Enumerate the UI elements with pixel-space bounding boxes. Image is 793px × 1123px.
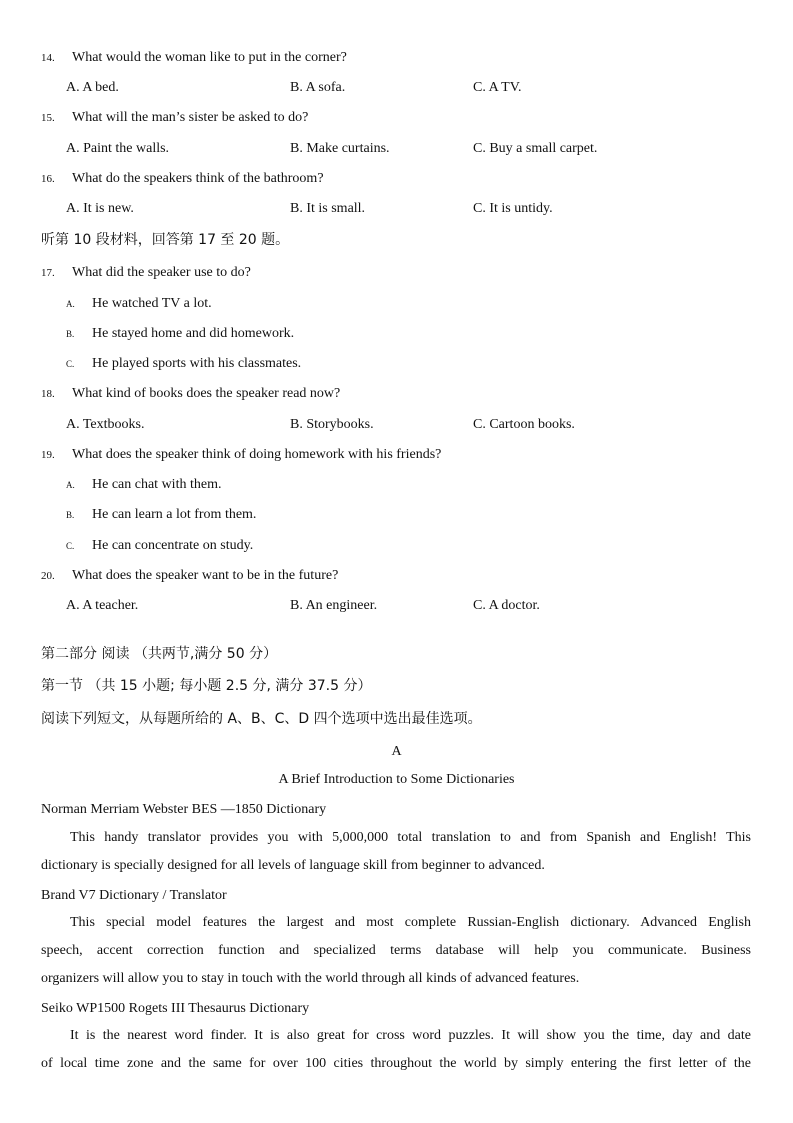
option-b: B. Make curtains. xyxy=(290,141,390,156)
question-text: What do the speakers think of the bathroom? xyxy=(72,171,324,186)
section-instruction-10: 听第 10 段材料，回答第 17 至 20 题。 xyxy=(41,232,290,248)
option-b: B. Storybooks. xyxy=(290,417,374,432)
question-number: 15. xyxy=(41,112,55,124)
question-number: 17. xyxy=(41,267,55,279)
option-a: A. Paint the walls. xyxy=(66,141,170,156)
entry-line: of local time zone and the same for over 100 cities throughout the world by simply entering the first letter of the xyxy=(41,1056,751,1071)
entry-heading: Seiko WP1500 Rogets III Thesaurus Dictionary xyxy=(41,1001,310,1016)
entry-line: speech, accent correction function and specialized terms database will help you communicate. Business xyxy=(41,943,751,958)
question-number: 14. xyxy=(41,52,55,64)
option-text: He watched TV a lot. xyxy=(92,296,212,311)
entry-heading: Norman Merriam Webster BES —1850 Dictionary xyxy=(41,802,327,817)
question-number: 16. xyxy=(41,173,55,185)
question-text: What did the speaker use to do? xyxy=(72,265,251,280)
option-letter: A. xyxy=(66,299,75,309)
option-text: He can chat with them. xyxy=(92,477,222,492)
option-b: B. It is small. xyxy=(290,201,366,216)
reading-instruction: 阅读下列短文，从每题所给的 A、B、C、D 四个选项中选出最佳选项。 xyxy=(41,711,482,727)
question-number: 19. xyxy=(41,449,55,461)
question-number: 20. xyxy=(41,570,55,582)
option-a: A. A teacher. xyxy=(66,598,139,613)
option-b: B. An engineer. xyxy=(290,598,378,613)
entry-line: This special model features the largest and most complete Russian-English dictionary. Advanced English xyxy=(70,915,751,930)
question-text: What kind of books does the speaker read now? xyxy=(72,386,341,401)
option-text: He stayed home and did homework. xyxy=(92,326,295,341)
option-letter: A. xyxy=(66,480,75,490)
passage-letter: A xyxy=(391,744,402,759)
option-a: A. A bed. xyxy=(66,80,119,95)
passage-title: A Brief Introduction to Some Dictionaries xyxy=(278,772,515,787)
option-b: B. A sofa. xyxy=(290,80,346,95)
option-c: C. It is untidy. xyxy=(473,201,553,216)
option-a: A. It is new. xyxy=(66,201,134,216)
option-a: A. Textbooks. xyxy=(66,417,145,432)
option-text: He played sports with his classmates. xyxy=(92,356,302,371)
question-text: What will the man’s sister be asked to do? xyxy=(72,110,309,125)
question-text: What does the speaker think of doing homework with his friends? xyxy=(72,447,442,462)
entry-line: It is the nearest word finder. It is also great for cross word puzzles. It will show you the time, day and date xyxy=(70,1028,751,1043)
entry-line: dictionary is specially designed for all levels of language skill from beginner to advanced. xyxy=(41,858,545,873)
entry-line: This handy translator provides you with 5,000,000 total translation to and from Spanish and English! This xyxy=(70,830,751,845)
option-letter: C. xyxy=(66,541,75,551)
option-c: C. Buy a small carpet. xyxy=(473,141,598,156)
question-number: 18. xyxy=(41,388,55,400)
option-letter: B. xyxy=(66,329,75,339)
part-heading: 第二部分 阅读 （共两节,满分 50 分） xyxy=(41,646,278,662)
entry-heading: Brand V7 Dictionary / Translator xyxy=(41,888,227,903)
option-letter: B. xyxy=(66,510,75,520)
option-text: He can concentrate on study. xyxy=(92,538,254,553)
option-c: C. A TV. xyxy=(473,80,522,95)
question-text: What would the woman like to put in the corner? xyxy=(72,50,347,65)
option-c: C. A doctor. xyxy=(473,598,540,613)
entry-line: organizers will allow you to stay in touch with the world through all kinds of advanced features. xyxy=(41,971,580,986)
option-letter: C. xyxy=(66,359,75,369)
option-c: C. Cartoon books. xyxy=(473,417,575,432)
section-heading: 第一节 （共 15 小题; 每小题 2.5 分, 满分 37.5 分） xyxy=(41,678,372,694)
question-text: What does the speaker want to be in the future? xyxy=(72,568,339,583)
option-text: He can learn a lot from them. xyxy=(92,507,257,522)
